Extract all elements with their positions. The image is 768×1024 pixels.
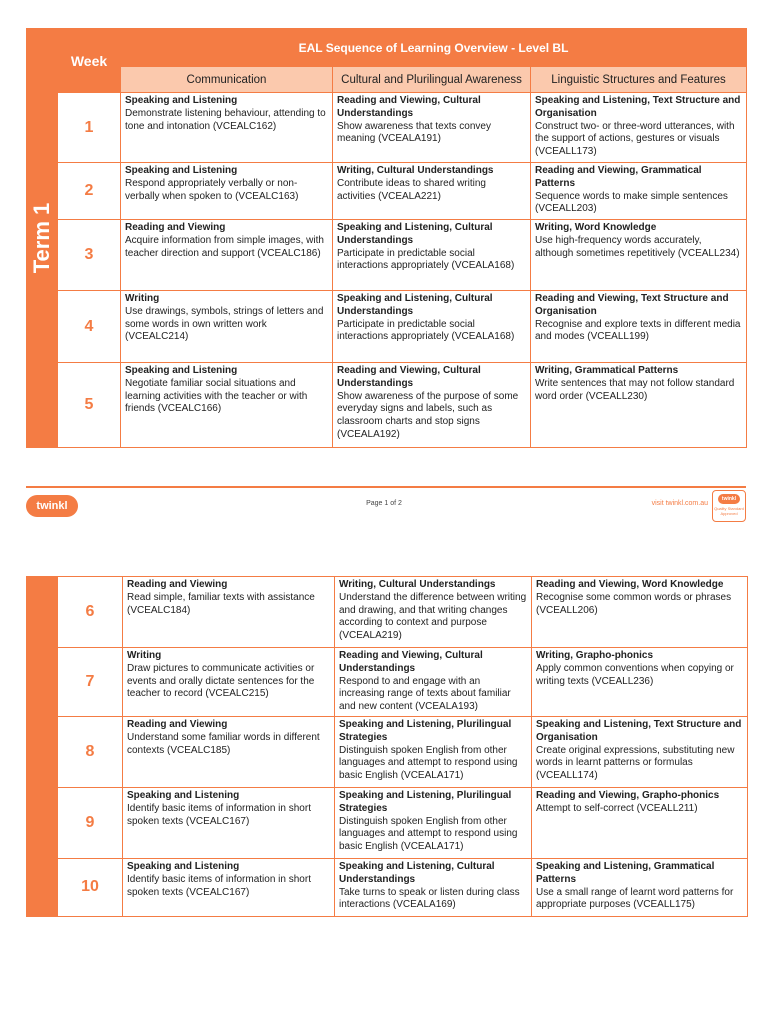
linguistic-cell	[532, 577, 748, 648]
cell-text: Apply common conventions when copying or writing texts (VCEALL236)	[536, 662, 734, 687]
schedule-table-page2	[26, 576, 748, 917]
cell-heading: Writing, Cultural Understandings	[339, 579, 496, 590]
cell-text: Create original expressions, substituting new words in learnt patterns or formulas (VCEALL174)	[536, 744, 735, 782]
footer-divider	[26, 486, 746, 488]
term-strip	[27, 648, 58, 917]
cell-text: Demonstrate listening behaviour, attending to tone and intonation (VCEALC162)	[125, 107, 326, 132]
week-number: 2	[58, 163, 121, 220]
cell-text: Understand some familiar words in different contexts (VCEALC185)	[127, 731, 320, 756]
cell-heading: Reading and Viewing, Cultural Understandings	[337, 95, 481, 119]
quality-badge-icon	[712, 490, 746, 522]
cell-text: Acquire information from simple images, with teacher direction and support (VCEALC186)	[125, 234, 324, 259]
cell-heading: Speaking and Listening, Grammatical Patterns	[536, 860, 715, 885]
cell-heading: Speaking and Listening, Plurilingual Strategies	[339, 789, 512, 814]
linguistic-cell	[531, 163, 747, 220]
column-header-communication: Communication	[121, 67, 333, 93]
cell-heading: Speaking and Listening, Text Structure and Organisation	[535, 95, 741, 119]
schedule-table-page1	[26, 28, 747, 448]
cultural-cell	[335, 787, 532, 858]
cell-text: Identify basic items of information in short spoken texts (VCEALC167)	[127, 802, 311, 827]
cell-text: Use drawings, symbols, strings of letters and some words in own written work (VCEALC214)	[125, 305, 324, 343]
linguistic-cell	[532, 787, 748, 858]
cell-heading: Reading and Viewing, Text Structure and Organisation	[535, 293, 729, 317]
cell-text: Draw pictures to communicate activities or events and orally dictate sentences for the teacher to record (VCEALC215)	[127, 662, 315, 700]
cell-text: Recognise some common words or phrases (VCEALL206)	[536, 591, 732, 616]
badge-logo: twinkl	[718, 494, 740, 504]
cultural-cell	[335, 716, 532, 787]
term-label: Term 1	[29, 202, 54, 274]
communication-cell	[121, 363, 333, 448]
cell-text: Understand the difference between writing and drawing, and that writing changes according to context and purpose (VCEALA219)	[339, 591, 527, 642]
table-row	[27, 648, 748, 717]
table-row	[27, 220, 747, 291]
table-row	[27, 291, 747, 363]
week-number: 5	[58, 363, 121, 448]
linguistic-cell	[531, 363, 747, 448]
cultural-cell	[333, 363, 531, 448]
cell-heading: Speaking and Listening	[125, 95, 238, 106]
cell-heading: Speaking and Listening	[125, 165, 238, 176]
cultural-cell	[335, 858, 532, 916]
linguistic-cell	[532, 716, 748, 787]
cell-heading: Speaking and Listening	[127, 789, 240, 801]
communication-cell	[123, 858, 335, 916]
table-row	[27, 163, 747, 220]
cell-heading: Writing, Grapho-phonics	[536, 650, 654, 661]
cell-text: Respond appropriately verbally or non-verbally when spoken to (VCEALC163)	[125, 177, 299, 202]
badge-text: Quality Standard Approved	[714, 506, 744, 516]
week-number: 1	[58, 93, 121, 163]
cell-text: Distinguish spoken English from other languages and attempt to respond using basic English (VCEALA171)	[339, 744, 518, 782]
linguistic-cell	[532, 858, 748, 916]
cultural-cell	[335, 648, 532, 717]
cell-text: Contribute ideas to shared writing activities (VCEALA221)	[337, 177, 486, 202]
cell-heading: Reading and Viewing, Word Knowledge	[536, 579, 724, 590]
linguistic-cell	[531, 291, 747, 363]
communication-cell	[123, 577, 335, 648]
cell-heading: Speaking and Listening, Cultural Understandings	[339, 860, 495, 885]
cell-text: Identify basic items of information in short spoken texts (VCEALC167)	[127, 873, 311, 898]
cell-heading: Reading and Viewing, Cultural Understandings	[339, 650, 483, 674]
cultural-cell	[333, 291, 531, 363]
visit-link[interactable]: visit twinkl.com.au	[651, 500, 708, 507]
cell-text: Write sentences that may not follow standard word order (VCEALL230)	[535, 377, 735, 402]
cell-text: Use a small range of learnt word patterns for appropriate purposes (VCEALL175)	[536, 886, 734, 911]
week-number: 10	[58, 858, 123, 916]
table-row	[27, 858, 748, 916]
linguistic-cell	[531, 220, 747, 291]
cell-text: Attempt to self-correct (VCEALL211)	[536, 802, 698, 814]
cell-text: Negotiate familiar social situations and learning activities with the teacher or with friends (VCEALC166)	[125, 377, 308, 415]
cell-heading: Writing	[127, 650, 162, 661]
cell-text: Distinguish spoken English from other languages and attempt to respond using basic English (VCEALA171)	[339, 815, 518, 853]
communication-cell	[121, 220, 333, 291]
cell-text: Take turns to speak or listen during class interactions (VCEALA169)	[339, 886, 520, 911]
cell-text: Sequence words to make simple sentences (VCEALL203)	[535, 190, 728, 215]
cell-heading: Reading and Viewing	[127, 579, 228, 590]
communication-cell	[123, 716, 335, 787]
cultural-cell	[333, 163, 531, 220]
cell-heading: Writing, Grammatical Patterns	[535, 365, 679, 376]
week-number: 9	[58, 787, 123, 858]
linguistic-cell	[532, 648, 748, 717]
column-header-cultural: Cultural and Plurilingual Awareness	[333, 67, 531, 93]
week-header: Week	[58, 29, 121, 93]
cultural-cell	[333, 220, 531, 291]
cell-heading: Speaking and Listening	[127, 860, 240, 872]
column-header-linguistic: Linguistic Structures and Features	[531, 67, 747, 93]
week-number: 3	[58, 220, 121, 291]
cell-text: Respond to and engage with an increasing range of texts about familiar and new content (VCEALA193)	[339, 675, 511, 713]
cell-heading: Reading and Viewing, Cultural Understandings	[337, 365, 481, 389]
cell-heading: Writing, Cultural Understandings	[337, 165, 494, 176]
cell-heading: Writing, Word Knowledge	[535, 222, 657, 233]
cultural-cell	[335, 577, 532, 648]
communication-cell	[121, 93, 333, 163]
communication-cell	[123, 648, 335, 717]
cell-text: Participate in predictable social interactions appropriately (VCEALA168)	[337, 247, 515, 272]
cell-heading: Speaking and Listening, Cultural Understandings	[337, 293, 493, 317]
cultural-cell	[333, 93, 531, 163]
cell-heading: Reading and Viewing, Grammatical Patterns	[535, 165, 702, 189]
cell-text: Participate in predictable social interactions appropriately (VCEALA168)	[337, 318, 515, 343]
twinkl-logo: twinkl	[26, 495, 78, 517]
cell-heading: Reading and Viewing	[127, 718, 228, 730]
week-number: 4	[58, 291, 121, 363]
table-row	[27, 716, 748, 787]
week-number: 6	[58, 577, 123, 648]
week-number: 7	[58, 648, 123, 717]
cell-heading: Reading and Viewing	[125, 222, 226, 233]
cell-heading: Speaking and Listening, Plurilingual Strategies	[339, 718, 512, 743]
table-row	[27, 787, 748, 858]
table-row	[27, 577, 748, 648]
term-strip	[27, 577, 58, 648]
cell-heading: Speaking and Listening, Cultural Understandings	[337, 222, 493, 246]
page-title: EAL Sequence of Learning Overview - Level BL	[121, 29, 747, 67]
week-number: 8	[58, 716, 123, 787]
page-number: Page 1 of 2	[366, 500, 402, 507]
cell-text: Use high-frequency words accurately, although sometimes repetitively (VCEALL234)	[535, 234, 740, 259]
cell-heading: Writing	[125, 293, 160, 304]
communication-cell	[121, 291, 333, 363]
cell-heading: Reading and Viewing, Grapho-phonics	[536, 789, 720, 801]
cell-heading: Speaking and Listening, Text Structure and Organisation	[536, 718, 742, 743]
term-label-cell	[27, 29, 58, 448]
communication-cell	[123, 787, 335, 858]
cell-heading: Speaking and Listening	[125, 365, 238, 376]
table-row	[27, 363, 747, 448]
linguistic-cell	[531, 93, 747, 163]
table-row	[27, 93, 747, 163]
communication-cell	[121, 163, 333, 220]
cell-text: Recognise and explore texts in different media and modes (VCEALL199)	[535, 318, 741, 343]
cell-text: Read simple, familiar texts with assistance (VCEALC184)	[127, 591, 315, 616]
cell-text: Construct two- or three-word utterances, with the support of actions, gestures or visuals (VCEALL173)	[535, 120, 735, 158]
cell-text: Show awareness that texts convey meaning (VCEALA191)	[337, 120, 491, 145]
cell-text: Show awareness of the purpose of some everyday signs and labels, such as classroom charts and stop signs (VCEALA192)	[337, 390, 519, 440]
